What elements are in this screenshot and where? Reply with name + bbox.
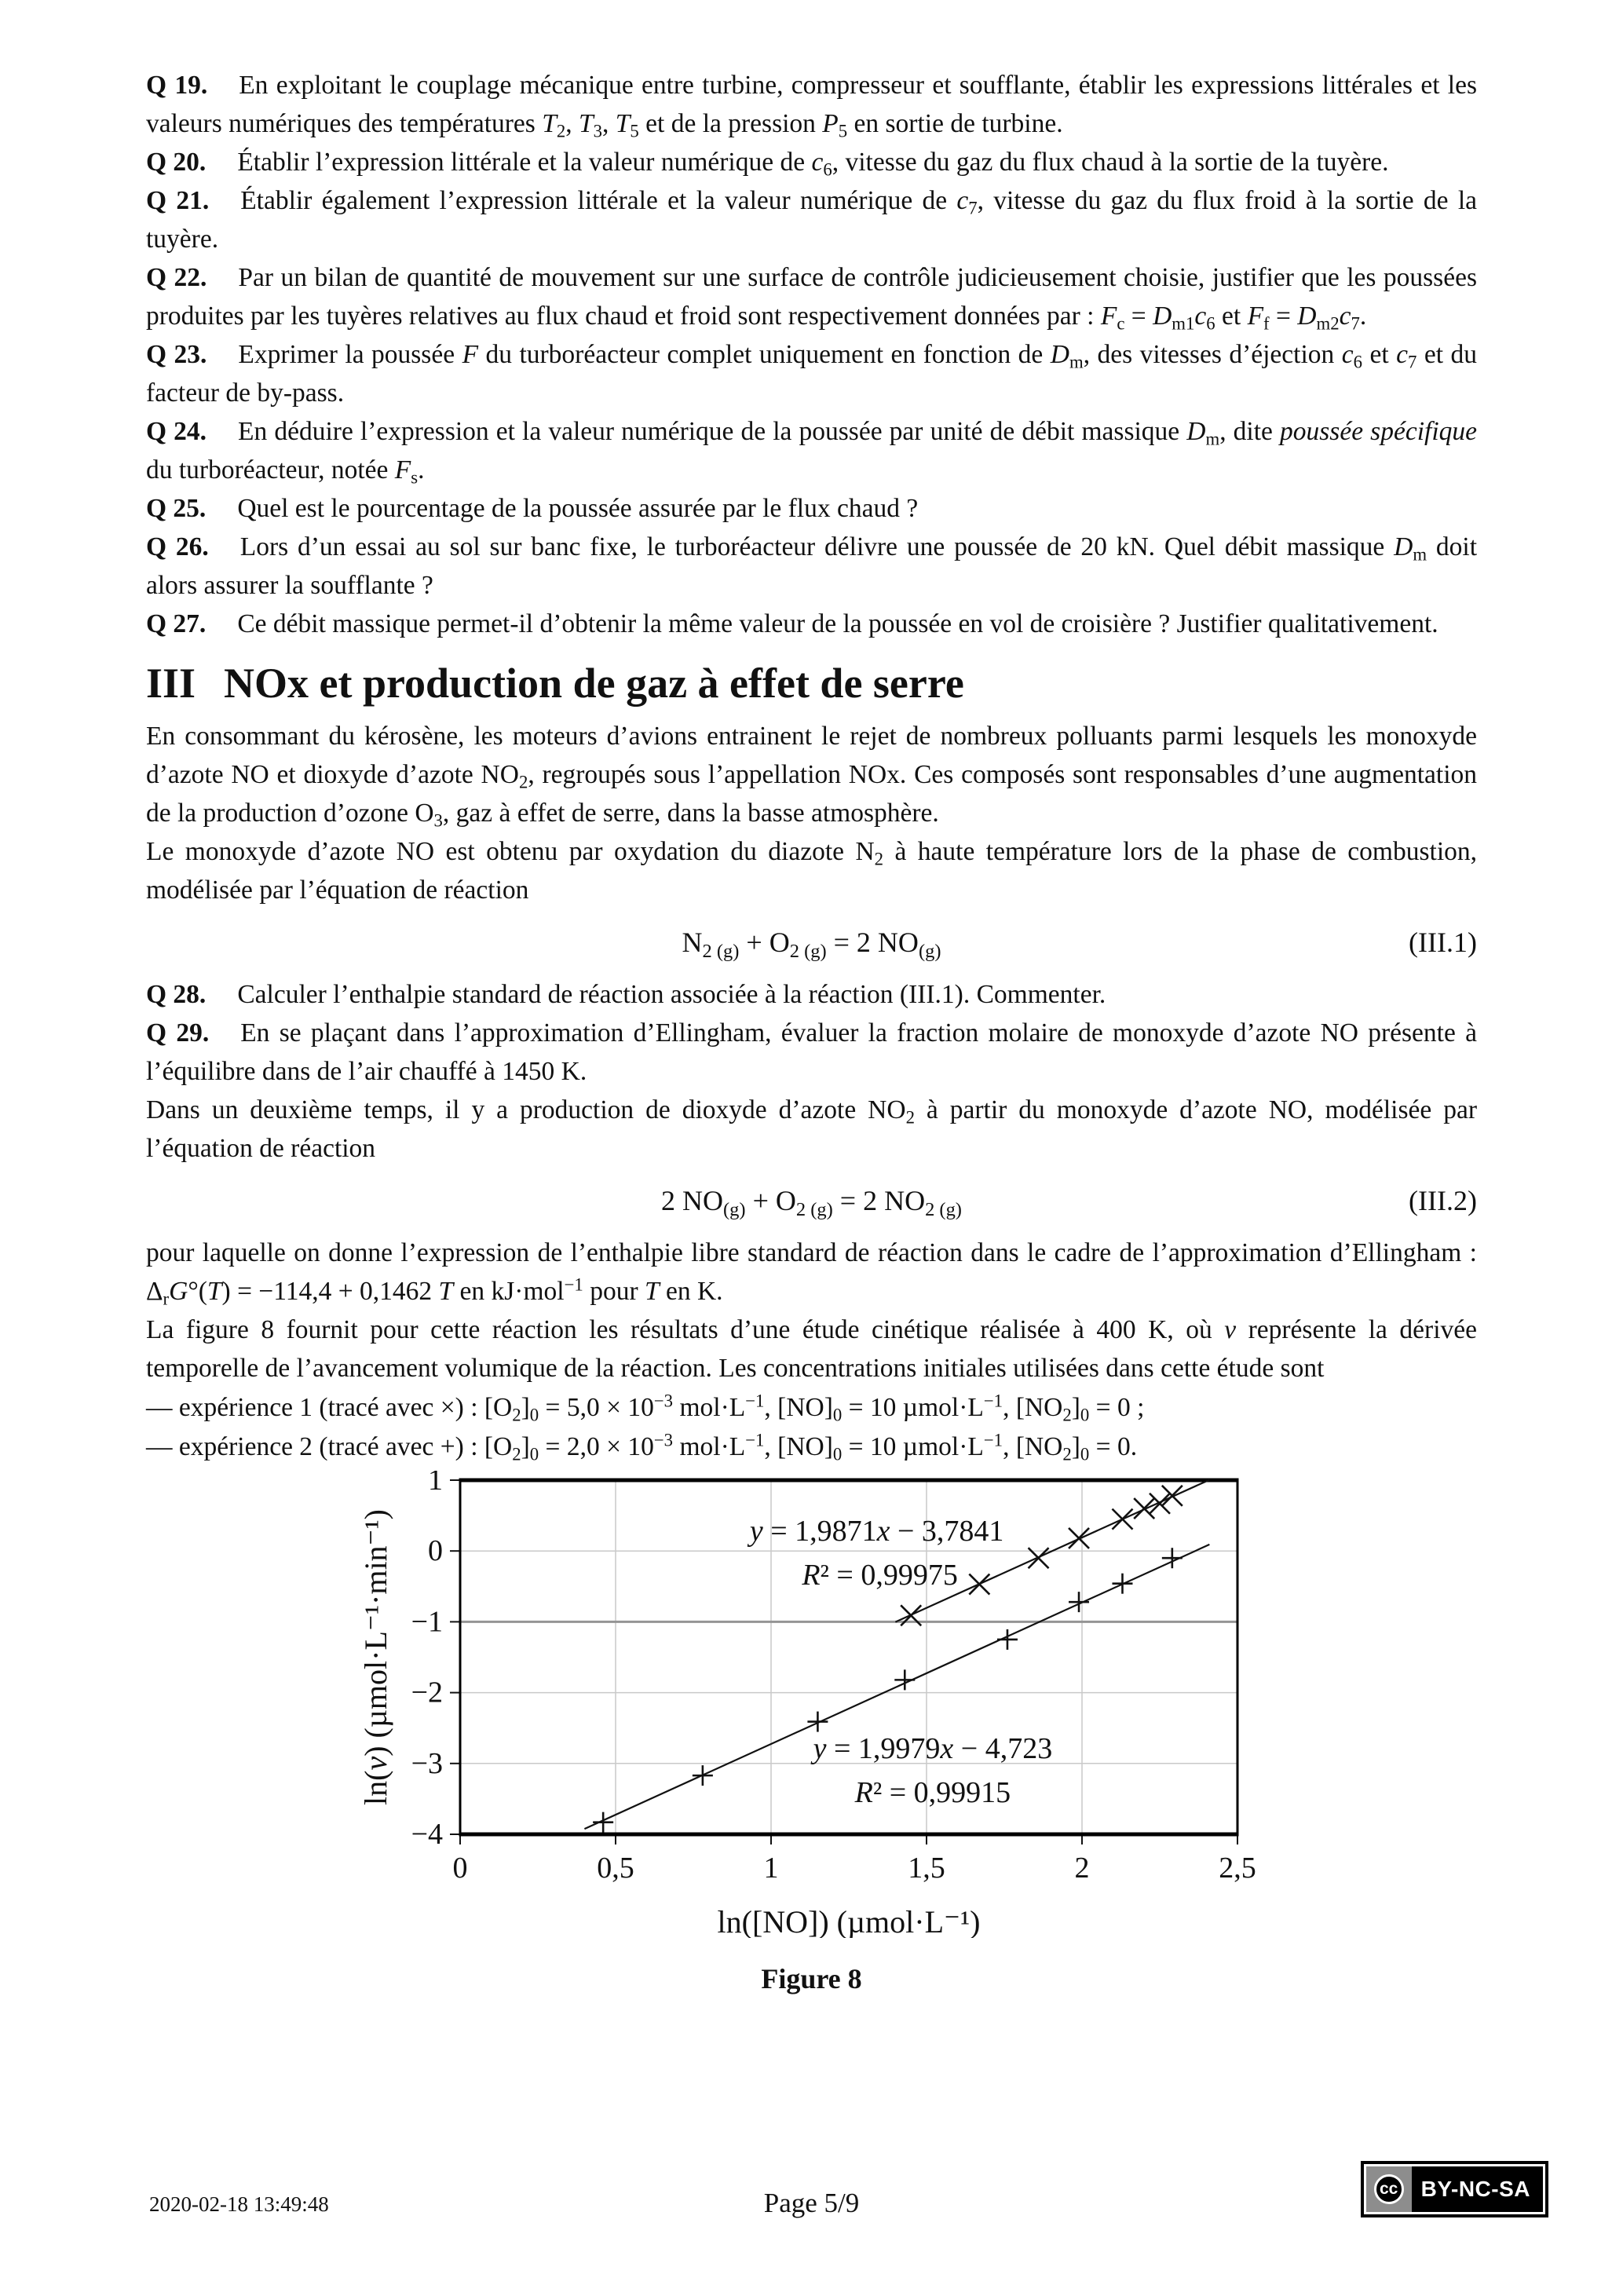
equation-row-iii2 [146, 1181, 1477, 1220]
equation-number: (III.1) [1409, 927, 1477, 958]
question-label: Q 28. [146, 980, 207, 1009]
license-label: BY-NC-SA [1420, 2177, 1530, 2201]
question-paragraph [146, 181, 1477, 258]
question-paragraph [146, 605, 1477, 643]
x-tick-label: 2,5 [1219, 1852, 1256, 1885]
question-label: Q 29. [146, 1018, 210, 1047]
question-list [146, 66, 1477, 643]
question-label: Q 21. [146, 186, 210, 215]
question-paragraph [146, 66, 1477, 143]
question-label: Q 25. [146, 494, 207, 523]
y-tick-label: −4 [411, 1818, 443, 1851]
question-list [146, 975, 1477, 1091]
question-label: Q 20. [146, 148, 207, 177]
paragraph-figure-intro: La figure 8 fournit pour cette réaction les résultats d’une étude cinétique réalisée à 400 K, où v représente la dérivée temporelle de l’avancement volumique de la réaction. Les concentrations initiales utilisées dans cette étude sont [146, 1315, 1477, 1383]
question-label: Q 24. [146, 417, 207, 446]
figure-caption: Figure 8 [761, 1963, 862, 1994]
cc-icon: cc [1366, 2166, 1412, 2212]
equation-body: $N_{2 (g)} + O_{2 (g)} = 2$ $NO_{(g)}$ [682, 927, 941, 962]
paragraph-ellingham: pour laquelle on donne l’expression de l’enthalpie libre standard de réaction dans le cadre de l’approximation d’Ellingham : $\Delta_rG^\circ(T) = -114,4 + 0,1462$ T en kJ·mol$^{-1}$ pour T en K. [146, 1238, 1477, 1309]
question-text: En déduire l’expression et la valeur numérique de la poussée par unité de débit massique $D_m$, dite poussée spécifique du turboréacteur, notée $F_s$. [146, 417, 1477, 488]
y-tick-label: 1 [428, 1471, 443, 1497]
question-paragraph [146, 143, 1477, 181]
annotation-text: y = 1,9979x − 4,723 [813, 1731, 1053, 1765]
experiment-list-item: — expérience 2 (tracé avec +) : $[O_2]_0 = 2,0 \times 10^{-3}$ $mol\cdot L^{-1}$, $[NO]_0 = 10$ $\mu mol\cdot L^{-1}$, $[NO_2]_0 = 0$. [146, 1430, 1138, 1464]
equation-number: (III.2) [1409, 1185, 1477, 1216]
annotation-text: y = 1,9871x − 3,7841 [749, 1515, 1004, 1548]
experiment-list [146, 1389, 1477, 1466]
x-axis-label: ln([NO]) (µmol·L⁻¹) [717, 1904, 981, 1938]
question-text: Quel est le pourcentage de la poussée assurée par le flux chaud ? [237, 494, 919, 523]
question-text: Établir également l’expression littérale et la valeur numérique de $c_7$, vitesse du gaz du flux froid à la sortie de la tuyère. [146, 186, 1477, 254]
paragraph-no2-formation: Dans un deuxième temps, il y a production de dioxyde d’azote $NO_2$ à partir du monoxyde d’azote NO, modélisée par l’équation de réaction [146, 1095, 1478, 1163]
question-text: Calculer l’enthalpie standard de réaction associée à la réaction (III.1). Commenter. [237, 980, 1106, 1009]
question-paragraph [146, 1014, 1477, 1091]
annotation-text: R² = 0,99975 [802, 1558, 958, 1592]
question-label: Q 22. [146, 263, 207, 292]
y-tick-label: −2 [411, 1676, 443, 1709]
question-paragraph [146, 975, 1477, 1014]
question-paragraph [146, 335, 1477, 412]
equation-row-iii1 [146, 923, 1477, 962]
license-badge-inner [1366, 2166, 1543, 2212]
y-tick-label: −3 [411, 1746, 443, 1780]
license-badge [1361, 2161, 1548, 2217]
x-tick-label: 2 [1074, 1852, 1090, 1885]
figure-8-plot [358, 1471, 1261, 1938]
footer-page-number: Page 5/9 [763, 2188, 860, 2218]
question-text: Lors d’un essai au sol sur banc fixe, le turboréacteur délivre une poussée de 20 kN. Quel débit massique $D_m$ doit alors assurer la soufflante ? [146, 532, 1478, 600]
footer-timestamp: 2020-02-18 13:49:48 [149, 2192, 329, 2216]
question-label: Q 27. [146, 609, 207, 638]
y-axis-label: ln(v) (µmol·L⁻¹·min⁻¹) [358, 1509, 393, 1805]
section-title: NOx et production de gaz à effet de serre [224, 660, 964, 707]
question-text: En exploitant le couplage mécanique entre turbine, compresseur et soufflante, établir les expressions littérales et les valeurs numériques des températures $T_2$, $T_3$, $T_5$ et de la pression $P_5$ en sortie de turbine. [146, 71, 1477, 141]
x-tick-label: 0,5 [597, 1852, 634, 1885]
question-paragraph [146, 528, 1477, 605]
question-text: Exprimer la poussée F du turboréacteur complet uniquement en fonction de $D_m$, des vitesses d’éjection $c_6$ et $c_7$ et du facteur de by-pass. [146, 340, 1477, 408]
question-text: Par un bilan de quantité de mouvement sur une surface de contrôle judicieusement choisie, justifier que les poussées produites par les tuyères relatives au flux chaud et froid sont respectivement données par : $F_c = D_{m1}c_6$ et $F_f = D_{m2}c_7$. [146, 263, 1477, 334]
y-tick-label: −1 [411, 1605, 443, 1639]
x-tick-label: 0 [452, 1852, 468, 1885]
figure-8 [358, 1471, 1261, 1942]
equation-body: 2 $NO_{(g)} + O_{2 (g)} = 2$ $NO_{2 (g)}$ [661, 1185, 962, 1220]
question-paragraph [146, 258, 1477, 335]
x-tick-label: 1,5 [908, 1852, 945, 1885]
question-label: Q 26. [146, 532, 209, 561]
question-paragraph [146, 489, 1477, 528]
paragraph-no-formation: Le monoxyde d’azote NO est obtenu par oxydation du diazote $N_2$ à haute température lors de la phase de combustion, modélisée par l’équation de réaction [146, 837, 1477, 905]
question-label: Q 19. [146, 71, 208, 100]
y-tick-label: 0 [428, 1534, 443, 1568]
annotation-text: R² = 0,99915 [854, 1775, 1011, 1809]
question-text: Ce débit massique permet-il d’obtenir la même valeur de la poussée en vol de croisière ? Justifier qualitativement. [237, 609, 1438, 638]
question-label: Q 23. [146, 340, 207, 369]
question-text: En se plaçant dans l’approximation d’Ellingham, évaluer la fraction molaire de monoxyde d’azote NO présente à l’équilibre dans de l’air chauffé à 1450 K. [146, 1018, 1477, 1086]
question-paragraph [146, 412, 1477, 489]
section-number: III [146, 660, 196, 707]
section-heading [146, 659, 1477, 707]
x-tick-label: 1 [763, 1852, 779, 1885]
question-text: Établir l’expression littérale et la valeur numérique de $c_6$, vitesse du gaz du flux chaud à la sortie de la tuyère. [237, 148, 1389, 180]
experiment-list-item: — expérience 1 (tracé avec ×) : $[O_2]_0 = 5,0 \times 10^{-3}$ $mol\cdot L^{-1}$, $[NO]_0 = 10$ $\mu mol\cdot L^{-1}$, $[NO_2]_0 = 0$ ; [146, 1391, 1145, 1425]
paragraph-intro: En consommant du kérosène, les moteurs d’avions entrainent le rejet de nombreux polluants parmi lesquels les monoxyde d’azote NO et dioxyde d’azote $NO_2$, regroupés sous l’appellation NOx. Ces composés sont responsables d’une augmentation de la production d’ozone $O_3$, gaz à effet de serre, dans la basse atmosphère. [146, 722, 1477, 831]
